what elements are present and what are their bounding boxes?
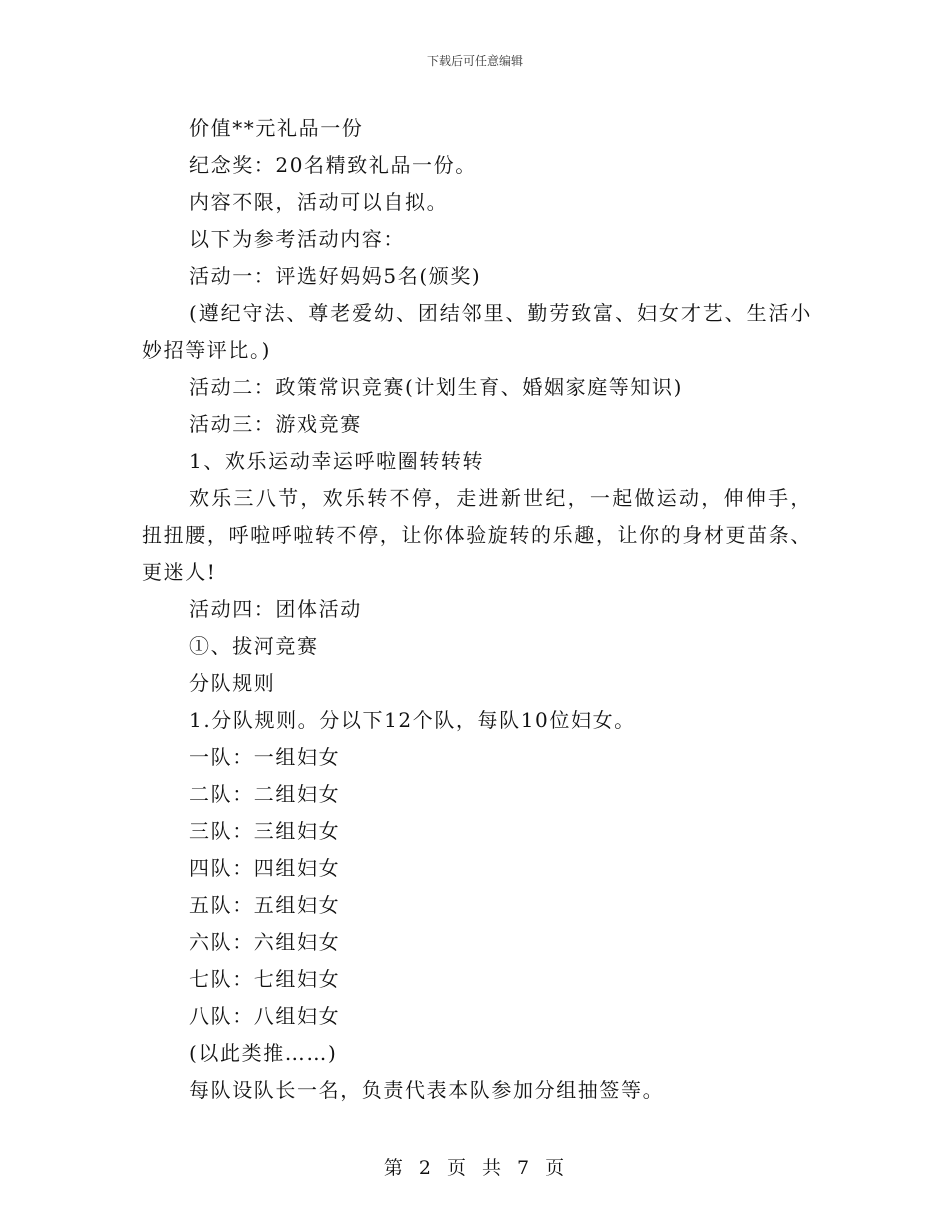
paragraph: (遵纪守法、尊老爱幼、团结邻里、勤劳致富、妇女才艺、生活小妙招等评比。) — [142, 301, 812, 362]
team-line: 一队：一组妇女 — [189, 745, 341, 769]
text-line: 内容不限，活动可以自拟。 — [189, 190, 449, 214]
team-line: 七队：七组妇女 — [189, 967, 341, 991]
text-line: 每队设队长一名，负责代表本队参加分组抽签等。 — [189, 1078, 665, 1102]
text-line: 1、欢乐运动幸运呼啦圈转转转 — [189, 449, 485, 473]
text-line: 1.分队规则。分以下12个队，每队10位妇女。 — [189, 708, 636, 732]
text-line: 活动二：政策常识竞赛(计划生育、婚姻家庭等知识) — [189, 375, 684, 399]
team-line: 三队：三组妇女 — [189, 819, 341, 843]
text-line: 活动四：团体活动 — [189, 597, 362, 621]
text-line: 活动三：游戏竞赛 — [189, 412, 362, 436]
page-header: 下载后可任意编辑 — [426, 54, 523, 68]
document-body — [142, 110, 812, 1109]
paragraph: 欢乐三八节，欢乐转不停，走进新世纪，一起做运动，伸伸手，扭扭腰，呼啦呼啦转不停，让你体验旋转的乐趣，让你的身材更苗条、更迷人! — [142, 486, 812, 584]
team-line: 八队：八组妇女 — [189, 1004, 341, 1028]
team-line: 六队：六组妇女 — [189, 930, 341, 954]
text-line: (以此类推……) — [189, 1041, 338, 1065]
team-line: 四队：四组妇女 — [189, 856, 341, 880]
team-line: 五队：五组妇女 — [189, 893, 341, 917]
text-line: ①、拔河竞赛 — [189, 634, 319, 658]
page-number-footer: 第 2 页 共 7 页 — [383, 1157, 567, 1179]
team-line: 二队：二组妇女 — [189, 782, 341, 806]
text-line: 价值**元礼品一份 — [189, 116, 364, 140]
text-line: 以下为参考活动内容： — [189, 227, 405, 251]
text-line: 分队规则 — [189, 671, 276, 695]
text-line: 纪念奖：20名精致礼品一份。 — [189, 153, 477, 177]
text-line: 活动一：评选好妈妈5名(颁奖) — [189, 264, 482, 288]
